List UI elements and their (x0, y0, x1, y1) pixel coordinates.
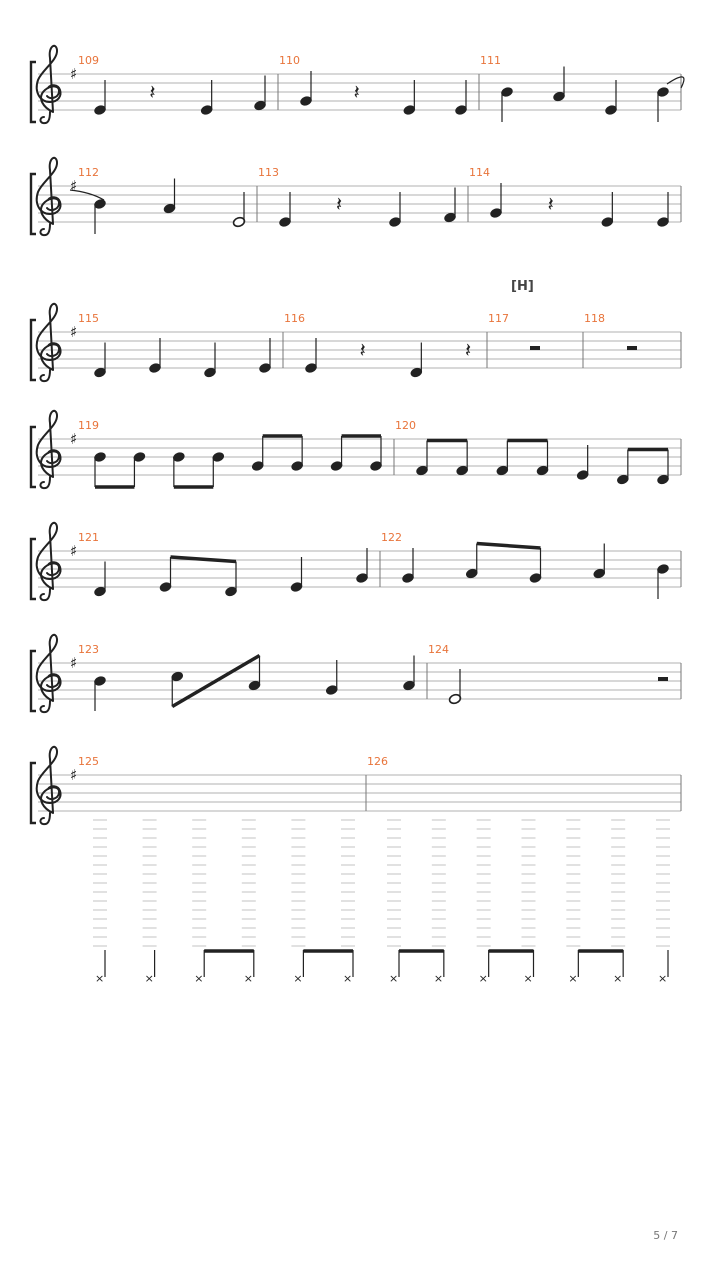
staff-system (31, 411, 681, 488)
system-bracket (31, 651, 36, 711)
x-notehead-icon: × (613, 972, 623, 985)
measure-number: 120 (395, 419, 416, 432)
quarter-rest-icon: 𝄽 (547, 192, 554, 216)
section-marker: [H] (511, 279, 534, 294)
measure-number: 119 (78, 419, 99, 432)
system-bracket (31, 62, 36, 122)
treble-clef-icon (37, 523, 61, 600)
treble-clef-icon (37, 158, 61, 235)
x-notehead-icon: × (293, 972, 303, 985)
measure-number: 125 (78, 755, 99, 768)
x-notehead-icon: × (194, 972, 204, 985)
sharp-key-signature-icon: ♯ (70, 542, 78, 560)
sharp-key-signature-icon: ♯ (70, 177, 78, 195)
system-bracket (31, 174, 36, 234)
x-notehead-icon: × (523, 972, 533, 985)
half-rest-icon (627, 346, 637, 350)
x-notehead-icon: × (243, 972, 254, 985)
staff-system (31, 523, 681, 600)
measure-number: 109 (78, 54, 99, 67)
sharp-key-signature-icon: ♯ (70, 654, 78, 672)
measure-number: 121 (78, 531, 99, 544)
measure-number: 123 (78, 643, 99, 656)
measure-number: 110 (279, 54, 300, 67)
measure-number: 126 (367, 755, 388, 768)
quarter-rest-icon: 𝄽 (149, 80, 156, 104)
staff-system (31, 279, 681, 381)
measure-number: 116 (284, 312, 305, 325)
measure-number: 114 (469, 166, 490, 179)
x-notehead-icon: × (568, 972, 578, 985)
staff-system (31, 46, 684, 123)
x-notehead-icon: × (658, 972, 668, 985)
quarter-rest-icon: 𝄽 (359, 338, 366, 362)
quarter-rest-icon: 𝄽 (465, 338, 472, 362)
measure-number: 115 (78, 312, 99, 325)
treble-clef-icon (37, 411, 61, 488)
beam (477, 544, 541, 549)
sharp-key-signature-icon: ♯ (70, 323, 78, 341)
measure-number: 118 (584, 312, 605, 325)
quarter-rest-icon: 𝄽 (353, 80, 360, 104)
measure-number: 117 (488, 312, 509, 325)
quarter-rest-icon: 𝄽 (336, 192, 343, 216)
system-bracket (31, 427, 36, 487)
measure-number: 122 (381, 531, 402, 544)
x-notehead-icon: × (343, 972, 353, 985)
half-rest-icon (658, 677, 668, 681)
staff-system (31, 635, 681, 712)
x-notehead-icon: × (433, 972, 444, 985)
system-bracket (31, 763, 36, 823)
measure-number: 113 (258, 166, 279, 179)
staff-system (31, 747, 681, 985)
measure-number: 124 (428, 643, 449, 656)
x-notehead-icon: × (389, 972, 399, 985)
measure-number: 112 (78, 166, 99, 179)
system-bracket (31, 539, 36, 599)
beam (171, 557, 237, 562)
sharp-key-signature-icon: ♯ (70, 766, 78, 784)
x-notehead-icon: × (144, 972, 154, 985)
treble-clef-icon (37, 46, 61, 123)
half-rest-icon (530, 346, 540, 350)
sharp-key-signature-icon: ♯ (70, 430, 78, 448)
page-number: 5 / 7 (653, 1229, 678, 1242)
treble-clef-icon (37, 635, 61, 712)
treble-clef-icon (37, 747, 61, 824)
x-notehead-icon: × (478, 972, 488, 985)
x-notehead-icon: × (95, 972, 105, 985)
sharp-key-signature-icon: ♯ (70, 65, 78, 83)
treble-clef-icon (37, 304, 61, 381)
measure-number: 111 (480, 54, 501, 67)
system-bracket (31, 320, 36, 380)
staff-system (31, 158, 681, 235)
